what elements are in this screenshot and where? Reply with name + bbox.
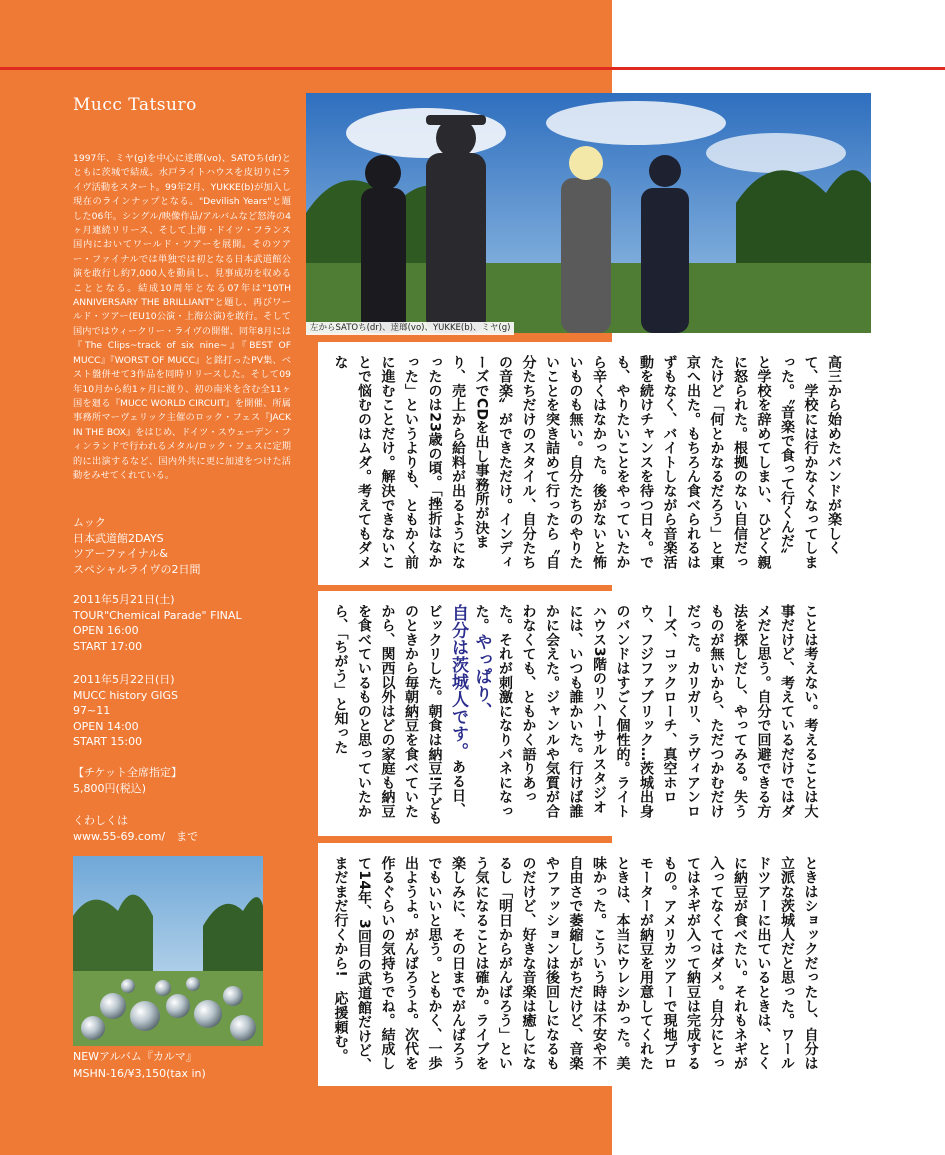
artist-title: Mucc Tatsuro xyxy=(73,95,197,115)
band-photo xyxy=(306,93,871,333)
event-line3: ツアーファイナル& xyxy=(73,547,168,560)
album-caption xyxy=(73,1048,206,1082)
contact-url[interactable]: www.55-69.com/ まで xyxy=(73,829,199,843)
day1-start: START 17:00 xyxy=(73,639,143,653)
section-heading-line2: 自分は茨城人です。 xyxy=(448,604,468,760)
contact-label: くわしくは xyxy=(73,814,128,827)
article-text-2 xyxy=(318,591,832,836)
day1-title: TOUR"Chemical Parade" FINAL xyxy=(73,608,242,622)
article-text-2a: ことは考えない。考えることは大事だけど、考えているだけではダメだと思う。自分で回避できる方法を探しだし、やってみる。失うものが無いから、ただつかむだけだった。カリガリ、ラヴィアンローズ、コックローチ、真空ホロウ、フジファブリック…茨城出身のバンドはすごく個性的。ライトハウス3階のリハーサルスタジオには、いつも誰かいた。行けば誰かに会えた。ジャンルや気質が合わなくても、ともかく語りあった。それが刺激になりバネになった。 xyxy=(473,604,819,819)
event-line4: スペシャルライヴの2日間 xyxy=(73,562,201,576)
header-rule xyxy=(0,67,945,70)
event-venue: 日本武道館2DAYS xyxy=(73,531,164,545)
day2-years: 97~11 xyxy=(73,704,111,717)
article-text-2b: ある日、ビックリした。朝食は納豆!子どものときから毎朝納豆を食べていたから、関西以外はどの家庭も納豆を食べているものと思っていたから、「ちがう」と知った xyxy=(332,604,466,826)
day1-open: OPEN 16:00 xyxy=(73,624,139,637)
album-title: NEWアルバム『カルマ』 xyxy=(73,1050,197,1063)
album-catalog: MSHN-16/¥3,150(tax in) xyxy=(73,1067,206,1080)
photo-caption: 左からSATOち(dr)、逹瑯(vo)、YUKKE(b)、ミヤ(g) xyxy=(306,322,514,335)
article-text-1: 高三から始めたバンドが楽しくて、学校には行かなくなってしまった。〝音楽で食って行くんだ〟と学校を辞めてしまい、ひどく親に怒られた。根拠のない自信だったけど「何とかなるだろう」と東京へ出た。もちろん食べられるはずもなく、バイトしながら音楽活動を続けチャンスを待つ日々。でも、やりたいことをやっていたから辛くはなかった。後がないと怖いものも無い。自分たちのやりたいことを突き詰めて行ったら〝自分たちだけのスタイル、自分たちの音楽〟ができただけ。インディーズでCDを出し事務所が決まり、売上から給料が出るようになったのは23歳の頃。「挫折はなかった」というよりも、ともかく前に進むことだけ。解決できないことで悩むのはムダ。考えてもダメな xyxy=(332,355,842,570)
day1-info xyxy=(73,592,242,654)
album-cover-image xyxy=(73,856,263,1046)
ticket-price: 5,800円(税込) xyxy=(73,781,147,795)
event-info xyxy=(73,515,200,577)
day2-title: MUCC history GIGS xyxy=(73,688,179,702)
ticket-label: 【チケット全席指定】 xyxy=(73,766,183,779)
day2-open: OPEN 14:00 xyxy=(73,719,139,733)
section-heading-line1: やっぱり、 xyxy=(471,632,492,720)
article-block-1 xyxy=(318,342,873,585)
day2-info xyxy=(73,672,178,750)
day2-date: 2011年5月22日(日) xyxy=(73,673,175,686)
contact-info xyxy=(73,813,198,844)
ticket-info xyxy=(73,765,182,796)
day1-date: 2011年5月21日(土) xyxy=(73,593,175,606)
band-profile: 1997年、ミヤ(g)を中心に逹瑯(vo)、SATOち(dr)とともに茨城で結成。水戸ライトハウスを皮切りにライヴ活動をスタート。99年2月、YUKKE(b)が加入し現在のラインナップとなる。"Devilish Years"と題した06年。シングル/映像作品/アルバムなど怒涛の4ヶ月連続リリース、そして上海・ドイツ・フランス国内においてワールド・ツアーを展開。そのツアー・ファイナルでは単独では初となる日本武道館公演を敢行し約7,000人を動員し、見事成功を収めることとなる。結成10周年となる07年は"10TH ANNIVERSARY THE BRILLIANT"と題し、再びワールド・ツアー(EU10公演・上海公演)を敢行。そして国内ではウィークリー・ライヴの開催、同年8月には『The Clips~track of six nine~』『BEST OF MUCC』『WORST OF MUCC』と銘打ったPV集、ベスト盤併せて3作品を同時リリースした。そして09年10月から約1ヶ月に渡り、初の南米を含む全11ヶ国を廻る『MUCC WORLD CIRCUIT』を開催、所属事務所マーヴェリック主催のロック・フェス『JACK IN THE BOX』をはじめ、ドイツ・スウェーデン・フィンランドで行われるメタル/ロック・フェスに定期的に出演するなど、国内外共に更に加速をつけた活動をみせてくれている。 xyxy=(73,153,291,481)
day2-start: START 15:00 xyxy=(73,735,143,748)
article-block-3 xyxy=(318,843,873,1086)
article-text-3: ときはショックだったし、自分は立派な茨城人だと思った。ワールドツアーに出ているときは、とくに納豆が食べたい。それもネギが入ってなくてはダメ。自分にとってはネギが入って納豆は完成するもの。アメリカツアーで現地プロモーターが納豆を用意してくれたときは、本当にウレシかった。美味かった。こういう時は不安や不自由さで萎縮しがちだけど、音楽やファッションは後回しになるものだけど、好きな音楽は癒しになるし「明日からがんばろう」という気になることは確か。ライブを楽しみに、その日までがんばろうでもいいと思う。ともかく、一歩出ようよ。がんばろうよ。次代を作るぐらいの気持ちでね。結成して14年、3回目の武道館だけど、まだまだ行くから! 応援頼む。 xyxy=(332,856,819,1073)
article-block-2 xyxy=(318,591,873,836)
event-artist: ムック xyxy=(73,516,106,529)
